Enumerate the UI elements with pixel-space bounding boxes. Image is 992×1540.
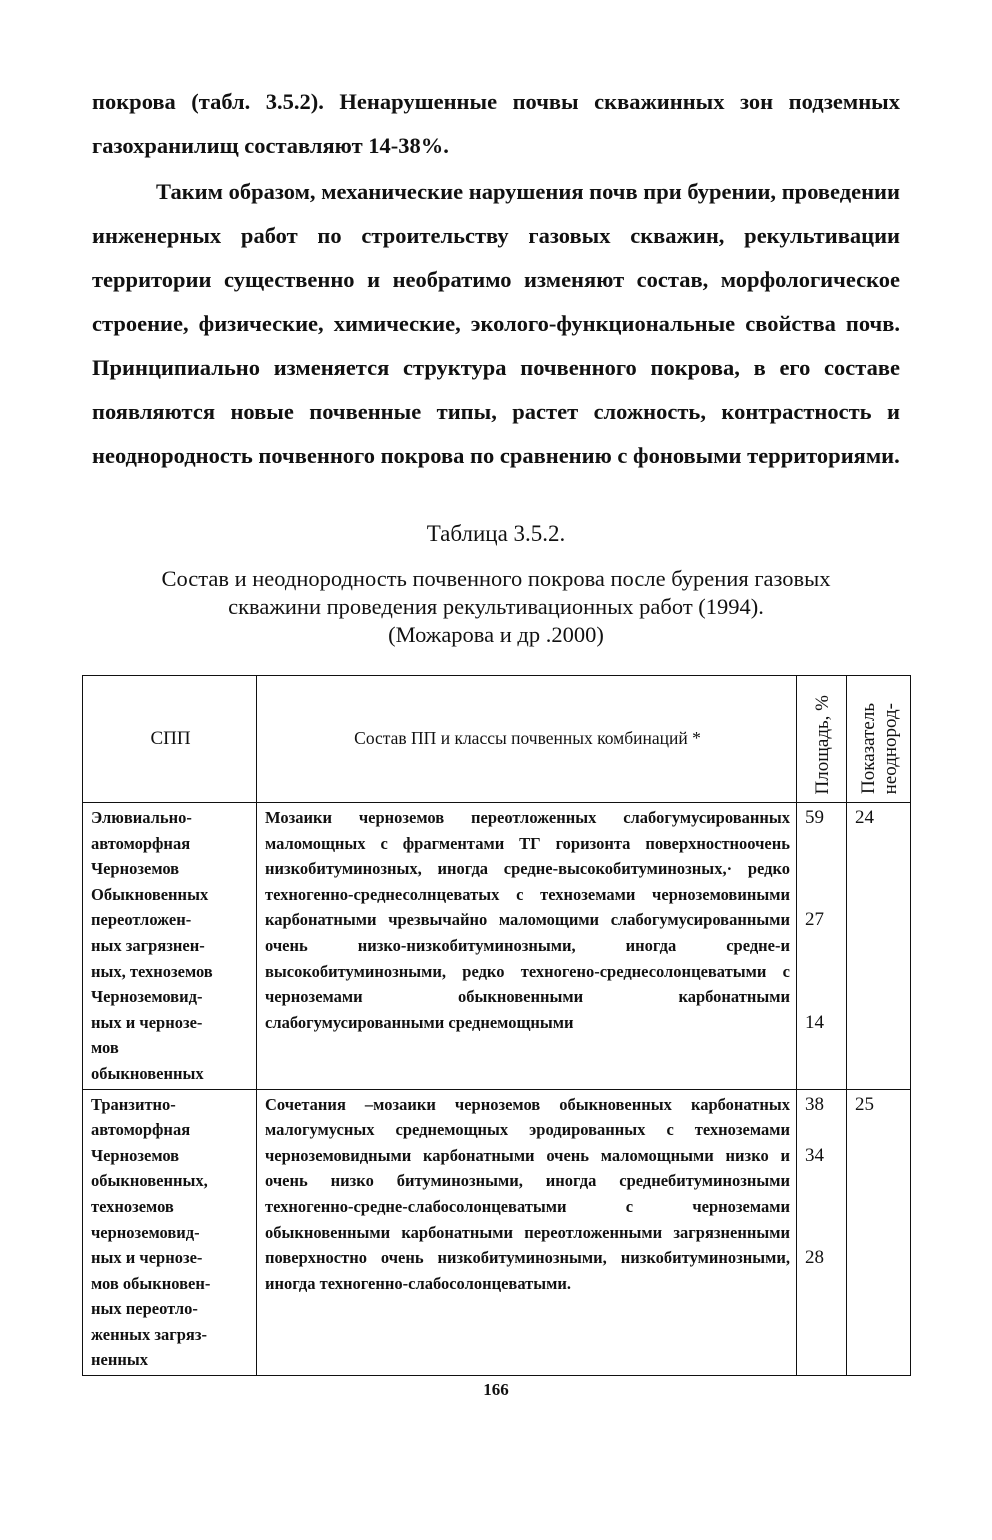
area-value [805, 959, 840, 985]
spp-line: Черноземов [91, 1145, 180, 1165]
caption-line-1: Состав и неоднородность почвенного покрова после бурения газовых [161, 566, 831, 591]
row-1-heterogeneity: 24 [847, 803, 911, 1090]
spp-line: Обыкновенных [91, 884, 209, 904]
row-2-composition: Сочетания –мозаики черноземов обыкновенных карбонатных малогумусных среднемощных эродированных с техноземами черноземовидными карбонатными очень маломощными низко и очень низко битуминозными, иногда среднебитуминозными техногенно-средне-слабосолонцеватыми с черноземами обыкновенными карбонатными переотложенными загрязненными поверхностно очень низкобитуминозными, низкобитуминозными, иногда техногенно-слабосолонцеватыми. [257, 1089, 797, 1376]
table-row [83, 803, 911, 1090]
spp-line: ных переотло- [91, 1299, 198, 1319]
row-2-area [797, 1089, 847, 1376]
body-paragraph: Таким образом, механические нарушения почв при бурении, проведении инженерных работ по строительству газовых скважин, рекультивации территории существенно и необратимо изменяют состав, морфологическое строение, физические, химические, эколого-функциональные свойства почв. Принципиально изменяется структура почвенного покрова, в его составе появляются новые почвенные типы, растет сложность, контрастность и неоднородность почвенного покрова по сравнению с фоновыми территориями. [92, 179, 900, 468]
spp-line: ных и чернозе- [91, 1248, 203, 1268]
area-value [805, 1220, 840, 1246]
header-area [797, 676, 847, 803]
spp-line: обыкновенных, [91, 1171, 208, 1191]
area-value [805, 882, 840, 908]
header-area-text: Площадь, % [811, 694, 833, 794]
area-value: 27 [805, 909, 824, 931]
spp-line: обыкновенных [91, 1063, 204, 1083]
caption-line-2: скважини проведения рекультивационных работ (1994). [228, 594, 764, 619]
table-caption [80, 565, 912, 649]
header-spp: СПП [83, 676, 257, 803]
area-value: 28 [805, 1247, 824, 1269]
area-value [805, 984, 840, 1010]
area-value [805, 1117, 840, 1143]
area-value [805, 1168, 840, 1194]
row-1-composition: Мозаики черноземов переотложенных слабогумусированных маломощных с фрагментами ТГ горизонта поверхностноочень низкобитуминозных, иногда средне-высокобитуминозных,· редко техногенно-среднесолнцеватых с техноземами черноземовиными карбонатными чрезвычайно маломощими слабогумусированными очень низко-низкобитуминозными, иногда средне-и высокобитуминозными, редко техногено-среднесолонцеватыми с черноземами обыкновенными карбонатными слабогумусированными среднемощными [257, 803, 797, 1090]
area-value: 38 [805, 1093, 824, 1115]
spp-line: ных и чернозе- [91, 1012, 203, 1032]
row-2-heterogeneity: 25 [847, 1089, 911, 1376]
spp-line: Транзитно- [91, 1094, 176, 1114]
area-value [805, 856, 840, 882]
row-2-spp [83, 1089, 257, 1376]
row-1-area [797, 803, 847, 1090]
spp-line: мов [91, 1038, 119, 1058]
table-row [83, 1089, 911, 1376]
area-value: 34 [805, 1144, 824, 1166]
header-heterogeneity [847, 676, 911, 803]
spp-line: Черноземов [91, 859, 180, 879]
spp-line: ных, техноземов [91, 961, 213, 981]
spp-line: автоморфная [91, 833, 191, 853]
table-label: Таблица 3.5.2. [426, 521, 566, 546]
page-number: 166 [483, 1380, 509, 1399]
table-header-row [83, 676, 911, 803]
area-value [805, 933, 840, 959]
spp-line: черноземовид- [91, 1222, 200, 1242]
soil-cover-table [82, 675, 911, 1376]
caption-line-3: (Можарова и др .2000) [388, 622, 604, 647]
spp-line: Элювиально- [91, 808, 192, 827]
spp-line: женных загряз- [91, 1324, 207, 1344]
header-composition: Состав ПП и классы почвенных комбинаций * [257, 676, 797, 803]
header-heterogeneity-line2: неоднород- [879, 702, 901, 794]
spp-line: мов обыкновен- [91, 1273, 211, 1293]
area-value [805, 1194, 840, 1220]
spp-line: ненных [91, 1350, 148, 1370]
area-value: 59 [805, 807, 824, 828]
spp-line: техноземов [91, 1196, 174, 1216]
area-value: 14 [805, 1011, 824, 1033]
intro-paragraph: покрова (табл. 3.5.2). Ненарушенные почвы скважинных зон подземных газохранилищ составляют 14-38%. [92, 89, 900, 158]
spp-line: автоморфная [91, 1120, 191, 1140]
area-value [805, 831, 840, 857]
spp-line: Черноземовид- [91, 987, 203, 1007]
row-1-spp [83, 803, 257, 1090]
header-heterogeneity-line1: Показатель [857, 703, 879, 794]
spp-line: переотложен- [91, 910, 192, 930]
spp-line: ных загрязнен- [91, 935, 205, 955]
